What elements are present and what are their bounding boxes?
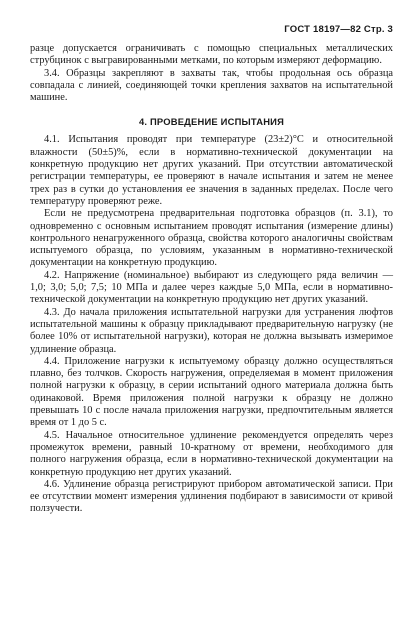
running-header: ГОСТ 18197—82 Стр. 3: [284, 24, 393, 35]
paragraph-4-5: 4.5. Начальное относительное удлинение рекомендуется определять через промежуток времени, равный 10-кратному от времени, необходимого для полного нагружения образца, если в нормативно-технической документации на конкретную продукцию нет других указаний.: [30, 429, 393, 478]
paragraph-4-3: 4.3. До начала приложения испытательной нагрузки для устранения люфтов испытательной машины к образцу прикладывают предварительную нагрузку (не более 10% от испытательной нагрузки), которая не должна вызывать измеримое удлинение образца.: [30, 306, 393, 355]
paragraph-4-4: 4.4. Приложение нагрузки к испытуемому образцу должно осуществляться плавно, без толчков. Скорость нагружения, определяемая в момент приложения полной нагрузки к образцу, в серии испытаний одного материала должна быть одинаковой. Время приложения полной нагрузки к образцу не должно превышать 10 с после начала приложения нагрузки, предпочтительным является время от 1 до 5 с.: [30, 355, 393, 429]
section-heading: 4. ПРОВЕДЕНИЕ ИСПЫТАНИЯ: [138, 116, 285, 128]
paragraph-4-6: 4.6. Удлинение образца регистрируют прибором автоматической записи. При ее отсутствии момент измерения удлинения подбирают в зависимости от кривой ползучести.: [30, 478, 393, 515]
paragraph-4-1: 4.1. Испытания проводят при температуре (23±2)°С и относительной влажности (50±5)%, если в нормативно-технической документации на конкретную продукцию нет других указаний. При отсутствии автоматической регистрации температуры, ее проверяют в начале испытания и затем не менее трех раз в сутки до установления ее значения в заданных пределах. После чего температуру проверяют реже.: [30, 134, 393, 207]
paragraph-continuation: разце допускается ограничивать с помощью специальных металлических струбцинок с выгравированными метками, по которым измеряют деформацию.: [30, 43, 393, 67]
paragraph-4-2: 4.2. Напряжение (номинальное) выбирают из следующего ряда величин — 1,0; 3,0; 5,0; 7,5; 10 МПа и далее через каждые 5,0 МПа, если в нормативно-технической документации на конкретную продукцию нет других указаний.: [30, 269, 393, 306]
paragraph-4-1-continued: Если не предусмотрена предварительная подготовка образцов (п. 3.1), то одновременно с основным испытанием проводят испытания (измерение длины) контрольного ненагруженного образца, свойства которого аналогичны свойствам испытуемого образца, по условиям, указанным в нормативно-технической документации на конкретную продукцию.: [30, 208, 393, 269]
paragraph-3-4: 3.4. Образцы закрепляют в захваты так, чтобы продольная ось образца совпадала с линией, соединяющей точки крепления захватов на испытательной машине.: [30, 67, 393, 104]
